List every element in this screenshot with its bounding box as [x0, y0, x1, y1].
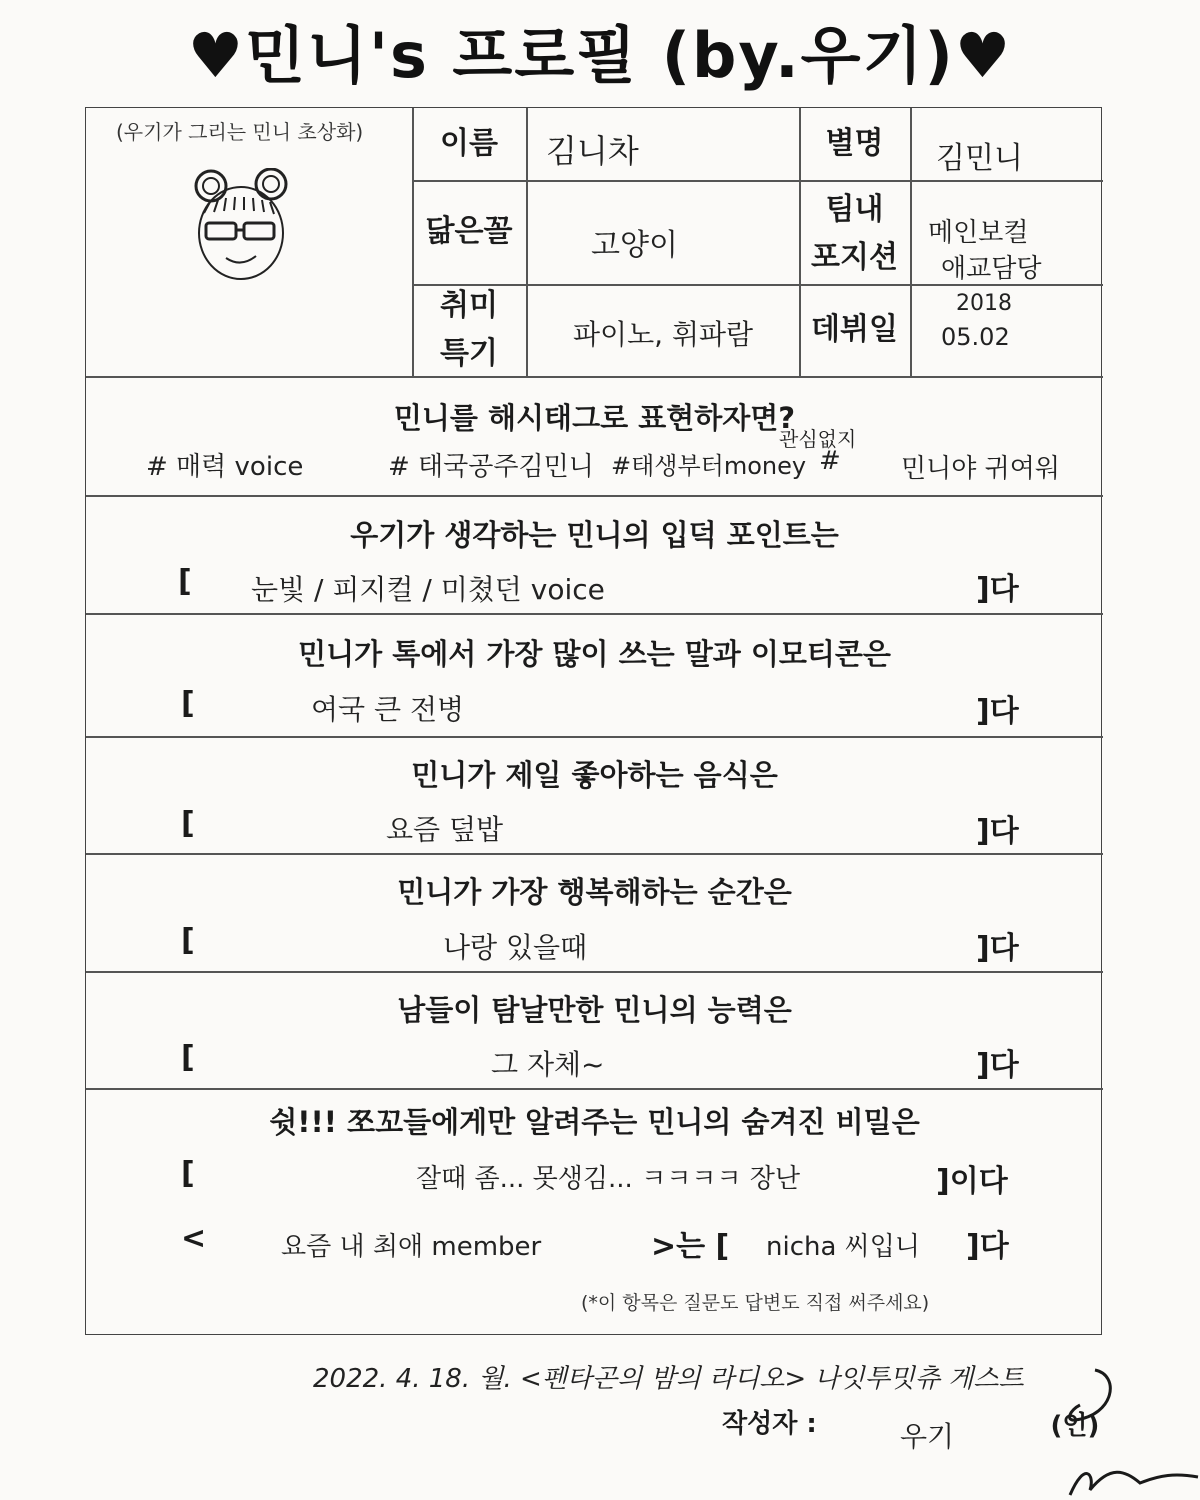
bracket-open-5: [	[181, 1040, 195, 1075]
section-divider	[86, 853, 1103, 855]
hashtag-3: #태생부터money	[611, 452, 807, 480]
custom-note: (*이 항목은 질문도 답변도 직접 써주세요)	[581, 1292, 930, 1314]
hobby-label-2: 특기	[440, 336, 498, 371]
question-1: 우기가 생각하는 민니의 입덕 포인트는	[350, 518, 839, 552]
resemble-label: 닮은꼴	[425, 214, 513, 249]
bracket-open-6: [	[181, 1156, 195, 1191]
position-label-2: 포지션	[811, 240, 898, 275]
section-divider	[86, 613, 1103, 615]
bracket-close-5: ]다	[976, 1048, 1019, 1083]
custom-member: 요즘 내 최애 member	[281, 1232, 542, 1262]
grid-line	[526, 108, 528, 376]
nickname-label: 별명	[825, 126, 884, 161]
question-4: 민니가 가장 행복해하는 순간은	[397, 875, 792, 909]
bracket-open-4: [	[181, 923, 195, 958]
position-value-2: 애교담당	[941, 254, 1042, 284]
debut-label: 데뷔일	[811, 312, 898, 347]
footer-date-line: 2022. 4. 18. 월. <펜타곤의 밤의 라디오> 나잇투밋츄 게스트	[313, 1364, 1024, 1394]
question-3: 민니가 제일 좋아하는 음식은	[411, 758, 778, 792]
profile-form	[85, 107, 1102, 1335]
hobby-value: 파이노, 휘파람	[573, 318, 754, 351]
name-label: 이름	[440, 126, 498, 161]
bracket-close-3: ]다	[976, 814, 1019, 849]
answer-5: 그 자체~	[491, 1048, 605, 1081]
resemble-value: 고양이	[591, 228, 678, 263]
bracket-close-6: ]이다	[936, 1164, 1008, 1199]
custom-answer: nicha 씨입니	[766, 1232, 921, 1262]
grid-line	[412, 180, 1103, 182]
portrait-drawing	[186, 168, 296, 288]
bracket-close-2: ]다	[976, 694, 1019, 729]
hashtag-2: # 태국공주김민니	[388, 452, 594, 482]
section-divider	[86, 971, 1103, 973]
question-5: 남들이 탐날만한 민니의 능력은	[397, 993, 792, 1027]
answer-3: 요즘 덮밥	[386, 813, 504, 846]
section-divider	[86, 376, 1103, 378]
custom-close: ]다	[966, 1229, 1009, 1264]
answer-1: 눈빛 / 피지컬 / 미쳤던 voice	[251, 573, 605, 606]
signature-drawing	[1050, 1365, 1200, 1500]
position-value-1: 메인보컬	[928, 218, 1029, 248]
answer-2: 여국 큰 전병	[311, 693, 465, 726]
section-divider	[86, 736, 1103, 738]
hobby-label-1: 취미	[440, 288, 498, 323]
bracket-close-1: ]다	[976, 572, 1019, 607]
grid-line	[910, 108, 912, 376]
question-6: 쉿!!! 쪼꼬들에게만 알려주는 민니의 숨겨진 비밀은	[269, 1105, 920, 1139]
custom-open: <	[181, 1221, 207, 1256]
custom-middle: >는 [	[651, 1229, 730, 1264]
hashtag-1: # 매력 voice	[146, 452, 304, 482]
author-value: 우기	[900, 1420, 955, 1453]
answer-6: 잘때 좀... 못생김... ㅋㅋㅋㅋ 장난	[416, 1164, 801, 1194]
position-label-1: 팀내	[825, 192, 884, 227]
hashtag-3-extra: 관심없지	[779, 427, 857, 451]
section-divider	[86, 495, 1103, 497]
portrait-caption: (우기가 그리는 민니 초상화)	[116, 120, 364, 144]
debut-year: 2018	[956, 291, 1012, 316]
bracket-close-4: ]다	[976, 931, 1019, 966]
bracket-open-3: [	[181, 806, 195, 841]
hashtag-4: 민니야 귀여워	[901, 454, 1060, 484]
hashtag-4-mark: #	[819, 446, 841, 476]
section-divider	[86, 1088, 1103, 1090]
author-label: 작성자 :	[722, 1409, 817, 1439]
nickname-value: 김민니	[936, 141, 1023, 176]
debut-date: 05.02	[941, 323, 1010, 351]
bracket-open-2: [	[181, 686, 195, 721]
answer-4: 나랑 있을때	[443, 931, 588, 964]
name-value: 김니차	[546, 132, 639, 170]
question-2: 민니가 톡에서 가장 많이 쓰는 말과 이모티콘은	[298, 637, 891, 671]
page-title: ♥민니's 프로필 (by.우기)♥	[187, 19, 1013, 92]
hashtag-question: 민니를 해시태그로 표현하자면?	[393, 401, 796, 435]
seal-mark: (인)	[1050, 1411, 1100, 1441]
bracket-open-1: [	[178, 564, 192, 599]
